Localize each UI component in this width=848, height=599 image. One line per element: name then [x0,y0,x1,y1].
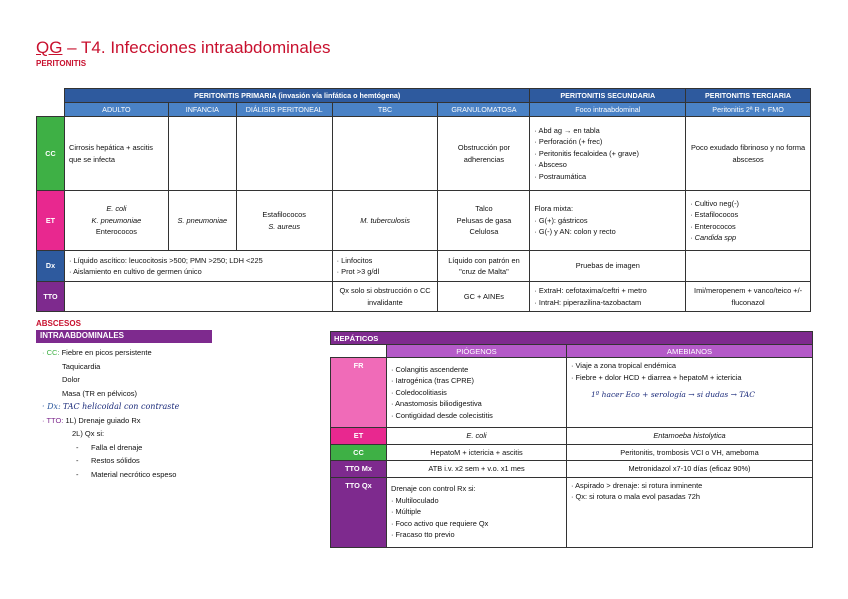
dx-granulomatosa: Líquido con patrón en "cruz de Malta" [438,251,530,282]
list-item: · Perforación (+ frec) [534,137,603,147]
list-item [42,400,179,414]
title-rest: – T4. Infecciones intraabdominales [62,38,331,57]
blank-corner [37,103,65,117]
title-prefix: QG [36,38,63,57]
dx-tbc [332,251,438,282]
dx-primaria [64,251,332,282]
cc-item: Fiebre en picos persistente [61,348,152,357]
cc-terciaria: Poco exudado fibrinoso y no forma abscesos [686,117,811,191]
list-item: · G(+): gástricos [534,215,588,225]
list-item: · Candida spp [690,233,737,242]
cc-infancia [168,117,236,191]
list-item: S. aureus [268,221,301,231]
header-terciaria: PERITONITIS TERCIARIA [686,89,811,103]
header-secundaria: PERITONITIS SECUNDARIA [530,89,686,103]
cc-tbc [332,117,438,191]
row-label-et: ET [37,191,65,251]
page-title [36,38,331,58]
dx-prefix: · Dx: [42,402,61,411]
cc-piogenos: HepatoM + ictericia + ascitis [387,444,567,461]
list-item: · Absceso [534,160,567,170]
tto-mx-amebianos: Metronidazol x7-10 días (eficaz 90%) [567,461,813,478]
list-item: · Linfocitos [336,255,373,265]
list-item: · Contigüidad desde colecistitis [391,410,493,420]
list-item: Flora mixta: [534,204,574,214]
row-label-tto-qx: TTO Qx [331,477,387,547]
cc-secundaria [530,117,686,191]
dx-secundaria: Pruebas de imagen [530,251,686,282]
subheader-tbc: TBC [332,103,438,117]
list-item: · Postraumática [534,171,587,181]
list-item: 2L) Qx si: [72,429,105,438]
et-infancia: S. pneumoniae [168,191,236,251]
list-item: · G(-) y AN: colon y recto [534,227,616,237]
et-dialisis [236,191,332,251]
tto-sub-item: Falla el drenaje [91,442,143,452]
list-item: Dolor [62,375,80,384]
tto-item: 1L) Drenaje guiado Rx [65,415,141,425]
list-item: Estafilococos [262,210,306,219]
et-amebianos: Entamoeba histolytica [567,428,813,445]
row-label-fr: FR [331,358,387,428]
tto-mx-piogenos: ATB i.v. x2 sem + v.o. x1 mes [387,461,567,478]
dx-terciaria [686,251,811,282]
tto-qx-amebianos [567,477,813,547]
subheader-piogenos: PIÓGENOS [387,345,567,358]
subheader-terciaria: Peritonitis 2ª R + FMO [686,103,811,117]
abscesos-list [42,346,179,481]
row-label-cc: CC [331,444,387,461]
list-item: · IntraH: piperazilina-tazobactam [534,297,642,307]
blank-corner [37,89,65,103]
list-item: · ExtraH: cefotaxima/ceftri + metro [534,286,647,295]
tto-sub-item: Material necrótico espeso [91,469,177,479]
list-item: · Foco activo que requiere Qx [391,518,489,528]
row-label-dx: Dx [37,251,65,282]
fr-piogenos [387,358,567,428]
tto-sub-item: Restos sólidos [91,456,140,465]
list-item: · Iatrogénica (tras CPRE) [391,376,474,386]
cc-adulto: Cirrosis hepática + ascitis que se infecta [64,117,168,191]
cc-amebianos: Peritonitis, trombosis VCI o VH, ameboma [567,444,813,461]
section-title-abscesos: ABSCESOS [36,319,81,328]
blank-corner [331,345,387,358]
peritonitis-table [36,88,811,312]
list-item: - Falla el drenaje [76,442,143,452]
header-primaria: PERITONITIS PRIMARIA (invasión vía linfática o hemtógena) [64,89,529,103]
list-item: · Aspirado > drenaje: si rotura inminente [571,480,703,490]
list-item: - Material necrótico espeso [76,469,177,479]
list-item: · Enterococos [690,221,736,231]
list-item: Taquicardia [62,361,101,371]
handwritten-note: 1º hacer Eco + serología → si dudas → TAC [591,390,756,399]
et-granulomatosa [438,191,530,251]
row-label-tto-mx: TTO Mx [331,461,387,478]
list-item: · Qx: si rotura o mala evol pasadas 72h [571,492,700,501]
list-item: · Viaje a zona tropical endémica [571,361,677,370]
list-item: · Fiebre + dolor HCD + diarrea + hepatoM + ictericia [571,372,742,382]
et-tbc: M. tuberculosis [332,191,438,251]
tto-granulomatosa: GC + AINEs [438,282,530,312]
list-item: Masa (TR en pélvicos) [62,388,138,398]
list-item: Enterococos [95,227,137,237]
list-item [42,346,179,360]
subheader-dialisis: DIÁLISIS PERITONEAL [236,103,332,117]
list-item: K. pneumoniae [91,215,142,225]
list-item: · Abd ag → en tabla [534,125,600,135]
list-item: Drenaje con control Rx si: [391,484,476,494]
list-item: · Cultivo neg(-) [690,198,740,208]
list-item: · Anastomosis biliodigestiva [391,399,482,409]
subheader-secundaria: Foco intraabdominal [530,103,686,117]
tto-prefix: · TTO: [42,415,64,425]
dx-text: TAC helicoidal con contraste [62,402,180,411]
list-item: · Coledocolitiasis [391,387,447,397]
row-label-tto: TTO [37,282,65,312]
subheader-adulto: ADULTO [64,103,168,117]
tto-qx-piogenos [387,477,567,547]
tto-tbc: Qx solo si obstrucción o CC invalidante [332,282,438,312]
cc-granulomatosa: Obstrucción por adherencias [438,117,530,191]
row-label-et: ET [331,428,387,445]
list-item: · Peritonitis fecaloidea (+ grave) [534,148,639,158]
list-item: Talco [475,204,493,214]
section-title-peritonitis: PERITONITIS [36,59,87,68]
et-adulto [64,191,168,251]
list-item: · Múltiple [391,507,421,517]
cc-prefix: · CC: [42,348,60,357]
et-terciaria [686,191,811,251]
list-item: E. coli [106,204,127,214]
hepaticos-table [330,331,813,548]
list-item: · Fracaso tto previo [391,530,455,540]
intraabdominales-bar: INTRAABDOMINALES [36,330,212,343]
subheader-infancia: INFANCIA [168,103,236,117]
et-secundaria [530,191,686,251]
list-item: · Estafilococos [690,210,739,219]
list-item: Celulosa [469,227,499,237]
list-item: · Líquido ascítico: leucocitosis >500; PMN >250; LDH <225 [68,255,263,265]
subheader-granulomatosa: GRANULOMATOSA [438,103,530,117]
row-label-cc: CC [37,117,65,191]
list-item: Pelusas de gasa [456,215,512,225]
fr-amebianos [567,358,813,428]
tto-secundaria [530,282,686,312]
list-item: · Multiloculado [391,495,439,505]
list-item: · Prot >3 g/dl [336,267,380,276]
list-item: · Aislamiento en cultivo de germen único [68,267,202,276]
subheader-amebianos: AMEBIANOS [567,345,813,358]
cc-dialisis [236,117,332,191]
et-piogenos: E. coli [387,428,567,445]
list-item: · Colangitis ascendente [391,364,469,374]
list-item: - Restos sólidos [76,456,140,465]
tto-primaria [64,282,332,312]
hepaticos-bar: HEPÁTICOS [331,332,813,345]
list-item [42,414,179,428]
tto-terciaria: Imi/meropenem + vanco/teico +/- fluconazol [686,282,811,312]
